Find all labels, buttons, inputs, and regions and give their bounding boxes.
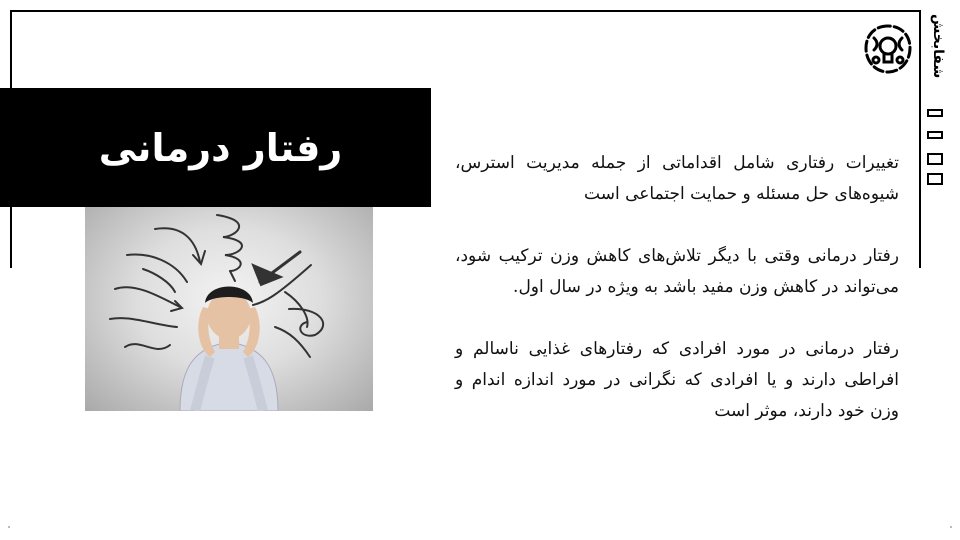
brand-decoration	[926, 108, 944, 198]
brain-lightbulb-icon	[860, 20, 916, 80]
frame-right-line	[919, 10, 921, 268]
swirl-scribble	[217, 215, 242, 271]
paragraph-1: تغییرات رفتاری شامل اقداماتی از جمله مدیریت استرس، شیوه‌های حل مسئله و حمایت اجتماعی است	[455, 153, 899, 204]
slide-title: رفتار درمانی	[98, 125, 343, 170]
body-text	[455, 148, 899, 458]
brand-name: شفابخش	[930, 14, 946, 79]
person-figure	[180, 287, 278, 412]
corner-mark-right	[950, 526, 952, 528]
corner-mark-left	[8, 526, 10, 528]
arrow-scribble-2	[127, 254, 187, 282]
paragraph-2: رفتار درمانی وقتی با دیگر تلاش‌های کاهش وزن ترکیب شود، می‌تواند در کاهش وزن مفید باشد به ویژه در سال اول.	[455, 246, 899, 297]
title-banner	[0, 88, 431, 207]
frame-top-line	[10, 10, 920, 12]
arrow-scribble-1	[155, 228, 200, 262]
stressed-person-image	[85, 207, 373, 411]
paragraph-3: رفتار درمانی در مورد افرادی که رفتارهای غذایی ناسالم و افراطی دارند و یا افرادی که نگرانی در مورد اندازه اندام و وزن خود دارند، موثر است	[455, 339, 899, 421]
stressed-person-icon	[85, 207, 373, 411]
